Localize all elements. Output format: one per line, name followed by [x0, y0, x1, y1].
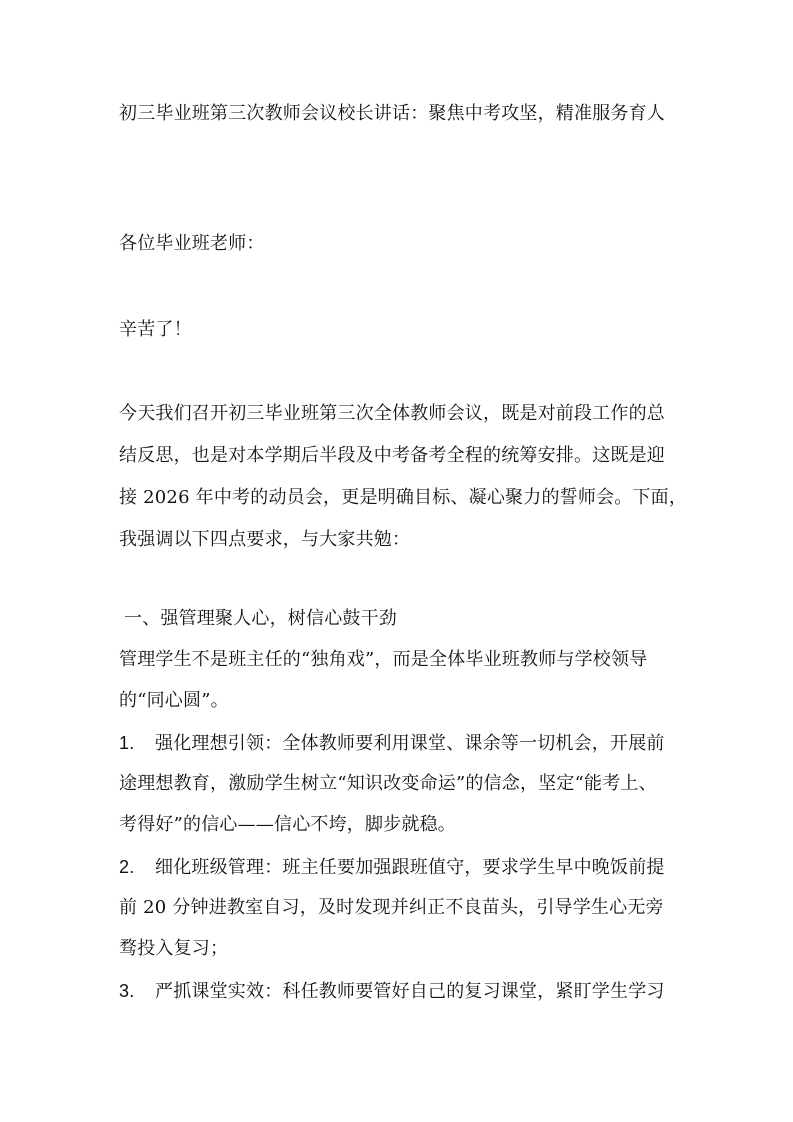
list-item-text: 严抓课堂实效：科任教师要管好自己的复习课堂，紧盯学生学习 [155, 981, 665, 1002]
list-item [119, 855, 665, 880]
salutation: 各位毕业班老师： [119, 233, 265, 254]
list-item-continuation: 骛投入复习； [119, 938, 229, 959]
list-item [119, 731, 665, 756]
section-paragraph-line: 的“同心圆”。 [119, 690, 229, 711]
list-item-continuation: 前 20 分钟进教室自习，及时发现并纠正不良苗头，引导学生心无旁 [119, 897, 664, 918]
intro-line: 我强调以下四点要求，与大家共勉： [119, 529, 411, 550]
section-paragraph-line: 管理学生不是班主任的“独角戏”，而是全体毕业班教师与学校领导 [119, 649, 648, 670]
greeting: 辛苦了！ [119, 319, 192, 340]
list-item-continuation: 考得好”的信心——信心不垮，脚步就稳。 [119, 814, 457, 835]
list-item-text: 细化班级管理：班主任要加强跟班值守，要求学生早中晚饭前提 [155, 857, 665, 878]
intro-line: 结反思，也是对本学期后半段及中考备考全程的统筹安排。这既是迎 [119, 445, 665, 466]
list-item-text: 强化理想引领：全体教师要利用课堂、课余等一切机会，开展前 [155, 733, 665, 754]
document-title: 初三毕业班第三次教师会议校长讲话：聚焦中考攻坚，精准服务育人 [119, 103, 665, 124]
list-item-number: 3. [119, 981, 135, 1001]
list-item-continuation: 途理想教育，激励学生树立“知识改变命运”的信念，坚定“能考上、 [119, 773, 657, 794]
intro-line: 今天我们召开初三毕业班第三次全体教师会议，既是对前段工作的总 [119, 403, 665, 424]
list-item [119, 979, 665, 1004]
section-heading: 一、强管理聚人心，树信心鼓干劲 [124, 608, 397, 629]
list-item-number: 1. [119, 733, 135, 753]
list-item-number: 2. [119, 857, 135, 877]
intro-line: 接 2026 年中考的动员会，更是明确目标、凝心聚力的誓师会。下面， [119, 487, 688, 508]
